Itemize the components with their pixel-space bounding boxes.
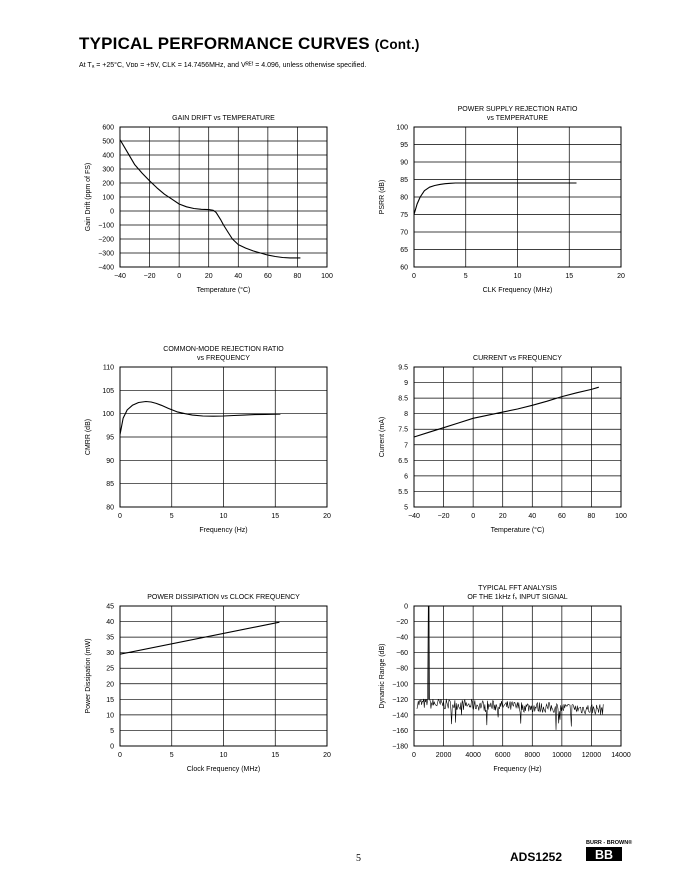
y-tick-label: 0 xyxy=(110,743,114,751)
x-tick-label: 5 xyxy=(463,273,468,280)
y-tick-label: 45 xyxy=(106,603,114,611)
x-tick-label: 20 xyxy=(204,273,213,280)
y-tick-label: 95 xyxy=(106,434,114,442)
chart-psrr xyxy=(379,106,625,294)
y-tick-label: 0 xyxy=(110,208,114,216)
x-tick-label: −40 xyxy=(408,513,420,520)
x-tick-label: 10 xyxy=(219,513,228,520)
chart-title: GAIN DRIFT vs TEMPERATURE xyxy=(172,115,275,122)
x-tick-label: 40 xyxy=(234,273,243,280)
y-tick-label: 90 xyxy=(106,457,114,465)
plot-frame xyxy=(414,367,621,507)
chart-title: OF THE 1kHz fₛ INPUT SIGNAL xyxy=(467,594,568,601)
x-tick-label: 10 xyxy=(513,273,522,280)
y-tick-label: 500 xyxy=(102,138,114,146)
y-tick-label: 65 xyxy=(400,247,408,254)
x-tick-label: 100 xyxy=(321,273,333,280)
data-series-line xyxy=(414,183,577,215)
data-series-line xyxy=(120,622,279,654)
y-tick-label: −180 xyxy=(392,743,408,751)
x-tick-label: 6000 xyxy=(494,752,511,759)
chart-title: vs FREQUENCY xyxy=(197,355,250,362)
x-tick-label: 0 xyxy=(177,273,182,280)
chart-current xyxy=(379,355,627,534)
chart-title: CURRENT vs FREQUENCY xyxy=(473,355,562,362)
x-tick-label: 60 xyxy=(263,273,272,280)
chart-power xyxy=(85,594,331,773)
x-tick-label: 2000 xyxy=(435,752,452,759)
x-tick-label: 10 xyxy=(219,752,228,759)
x-axis-label: Temperature (°C) xyxy=(196,287,251,294)
x-axis-label: Temperature (°C) xyxy=(490,527,545,534)
y-axis-label: Current (mA) xyxy=(379,416,386,458)
y-tick-label: 25 xyxy=(106,665,114,673)
y-tick-label: −60 xyxy=(396,650,408,658)
y-tick-label: 90 xyxy=(400,159,408,167)
y-tick-label: 9 xyxy=(404,380,408,388)
page-number: 5 xyxy=(356,853,361,864)
y-tick-label: 35 xyxy=(106,634,114,642)
x-tick-label: 15 xyxy=(271,752,280,759)
y-tick-label: 600 xyxy=(102,124,114,132)
page-title-suffix: (Cont.) xyxy=(374,37,420,52)
y-tick-label: 80 xyxy=(400,194,408,202)
chart-gain-drift xyxy=(85,115,333,294)
y-axis-label: Gain Drift (ppm of FS) xyxy=(85,162,92,232)
y-tick-label: −300 xyxy=(98,250,114,258)
y-tick-label: −160 xyxy=(392,727,408,735)
y-axis-label: CMRR (dB) xyxy=(85,418,92,456)
y-tick-label: −120 xyxy=(392,696,408,704)
y-tick-label: 85 xyxy=(106,481,114,489)
x-tick-label: 20 xyxy=(617,273,625,280)
y-tick-label: −40 xyxy=(396,634,408,642)
x-tick-label: 4000 xyxy=(465,752,481,759)
y-tick-label: 30 xyxy=(106,650,114,658)
x-tick-label: −20 xyxy=(437,513,450,520)
chart-fft xyxy=(379,585,631,773)
y-tick-label: 105 xyxy=(102,387,114,395)
y-tick-label: 0 xyxy=(404,603,408,611)
x-tick-label: 0 xyxy=(471,513,476,520)
y-tick-label: 100 xyxy=(102,194,114,202)
x-tick-label: 5 xyxy=(169,752,174,759)
x-tick-label: 60 xyxy=(557,513,566,520)
y-tick-label: 75 xyxy=(400,212,408,219)
y-tick-label: 60 xyxy=(400,264,408,272)
y-tick-label: 70 xyxy=(400,229,408,237)
y-axis-label: Power Dissipation (mW) xyxy=(85,638,92,714)
y-tick-label: 100 xyxy=(102,411,114,419)
test-conditions: At Tₐ = +25°C, Vᴅᴅ = +5V, CLK = 14.7456MHz, and Vᴿᴱᶠ = 4.096, unless otherwise specified. xyxy=(79,62,367,69)
chart-cmrr xyxy=(85,346,331,534)
y-tick-label: 80 xyxy=(106,504,114,512)
x-tick-label: 15 xyxy=(565,273,574,280)
y-tick-label: 15 xyxy=(106,696,114,704)
burr-brown-logo xyxy=(585,838,645,867)
x-tick-label: 100 xyxy=(615,513,627,520)
x-tick-label: 14000 xyxy=(611,752,631,759)
x-axis-label: Clock Frequency (MHz) xyxy=(186,766,261,773)
x-tick-label: 10000 xyxy=(552,752,572,759)
y-tick-label: −200 xyxy=(98,236,114,244)
plot-frame xyxy=(414,606,621,746)
x-tick-label: 40 xyxy=(528,513,537,520)
y-tick-label: −100 xyxy=(98,222,114,230)
y-tick-label: 85 xyxy=(400,177,408,184)
y-tick-label: 20 xyxy=(106,681,114,689)
data-series-line xyxy=(120,402,280,435)
data-series-line xyxy=(120,140,300,258)
y-tick-label: 5.5 xyxy=(398,488,408,496)
y-tick-label: 300 xyxy=(102,166,114,174)
x-tick-label: 0 xyxy=(118,513,122,520)
y-tick-label: 8 xyxy=(404,411,408,419)
x-axis-label: CLK Frequency (MHz) xyxy=(482,287,553,294)
y-tick-label: −100 xyxy=(392,681,408,689)
x-tick-label: 0 xyxy=(412,273,416,280)
y-axis-label: Dynamic Range (dB) xyxy=(379,643,386,709)
x-tick-label: 8000 xyxy=(524,752,541,759)
x-tick-label: −20 xyxy=(143,273,156,280)
y-tick-label: 110 xyxy=(102,364,114,372)
x-tick-label: 0 xyxy=(412,752,416,759)
part-number: ADS1252 xyxy=(510,850,563,864)
x-tick-label: 0 xyxy=(118,752,122,759)
logo-text: BURR - BROWN® xyxy=(586,840,633,846)
x-tick-label: −40 xyxy=(114,273,126,280)
y-tick-label: 95 xyxy=(400,142,408,149)
y-tick-label: 400 xyxy=(102,152,114,160)
y-tick-label: 5 xyxy=(404,504,408,512)
y-tick-label: −20 xyxy=(396,619,408,627)
y-tick-label: 200 xyxy=(102,180,114,188)
chart-title: TYPICAL FFT ANALYSIS xyxy=(478,585,557,592)
y-tick-label: 6.5 xyxy=(398,457,408,465)
y-tick-label: 6 xyxy=(404,473,408,481)
y-tick-label: −400 xyxy=(98,264,114,272)
y-tick-label: −80 xyxy=(396,665,408,673)
chart-title: COMMON-MODE REJECTION RATIO xyxy=(163,346,284,353)
y-tick-label: 9.5 xyxy=(398,364,408,372)
y-tick-label: −140 xyxy=(392,712,408,720)
chart-title: POWER DISSIPATION vs CLOCK FREQUENCY xyxy=(147,594,300,601)
x-tick-label: 5 xyxy=(169,513,174,520)
x-tick-label: 20 xyxy=(323,513,331,520)
y-tick-label: 7 xyxy=(404,442,408,450)
y-tick-label: 5 xyxy=(110,727,114,735)
x-tick-label: 80 xyxy=(293,273,302,280)
y-tick-label: 10 xyxy=(106,712,114,720)
x-axis-label: Frequency (Hz) xyxy=(493,766,542,773)
y-tick-label: 8.5 xyxy=(398,395,408,403)
x-axis-label: Frequency (Hz) xyxy=(199,527,248,534)
x-tick-label: 80 xyxy=(587,513,596,520)
x-tick-label: 20 xyxy=(498,513,507,520)
chart-title: vs TEMPERATURE xyxy=(486,115,549,122)
y-tick-label: 40 xyxy=(106,619,114,627)
x-tick-label: 15 xyxy=(271,513,280,520)
x-tick-label: 20 xyxy=(323,752,331,759)
logo-mark: BB xyxy=(594,848,614,862)
y-tick-label: 100 xyxy=(396,124,408,132)
x-tick-label: 12000 xyxy=(581,752,602,759)
page-title-main: TYPICAL PERFORMANCE CURVES xyxy=(79,34,370,53)
y-axis-label: PSRR (dB) xyxy=(379,179,386,215)
y-tick-label: 7.5 xyxy=(398,426,408,434)
chart-title: POWER SUPPLY REJECTION RATIO xyxy=(457,106,578,113)
